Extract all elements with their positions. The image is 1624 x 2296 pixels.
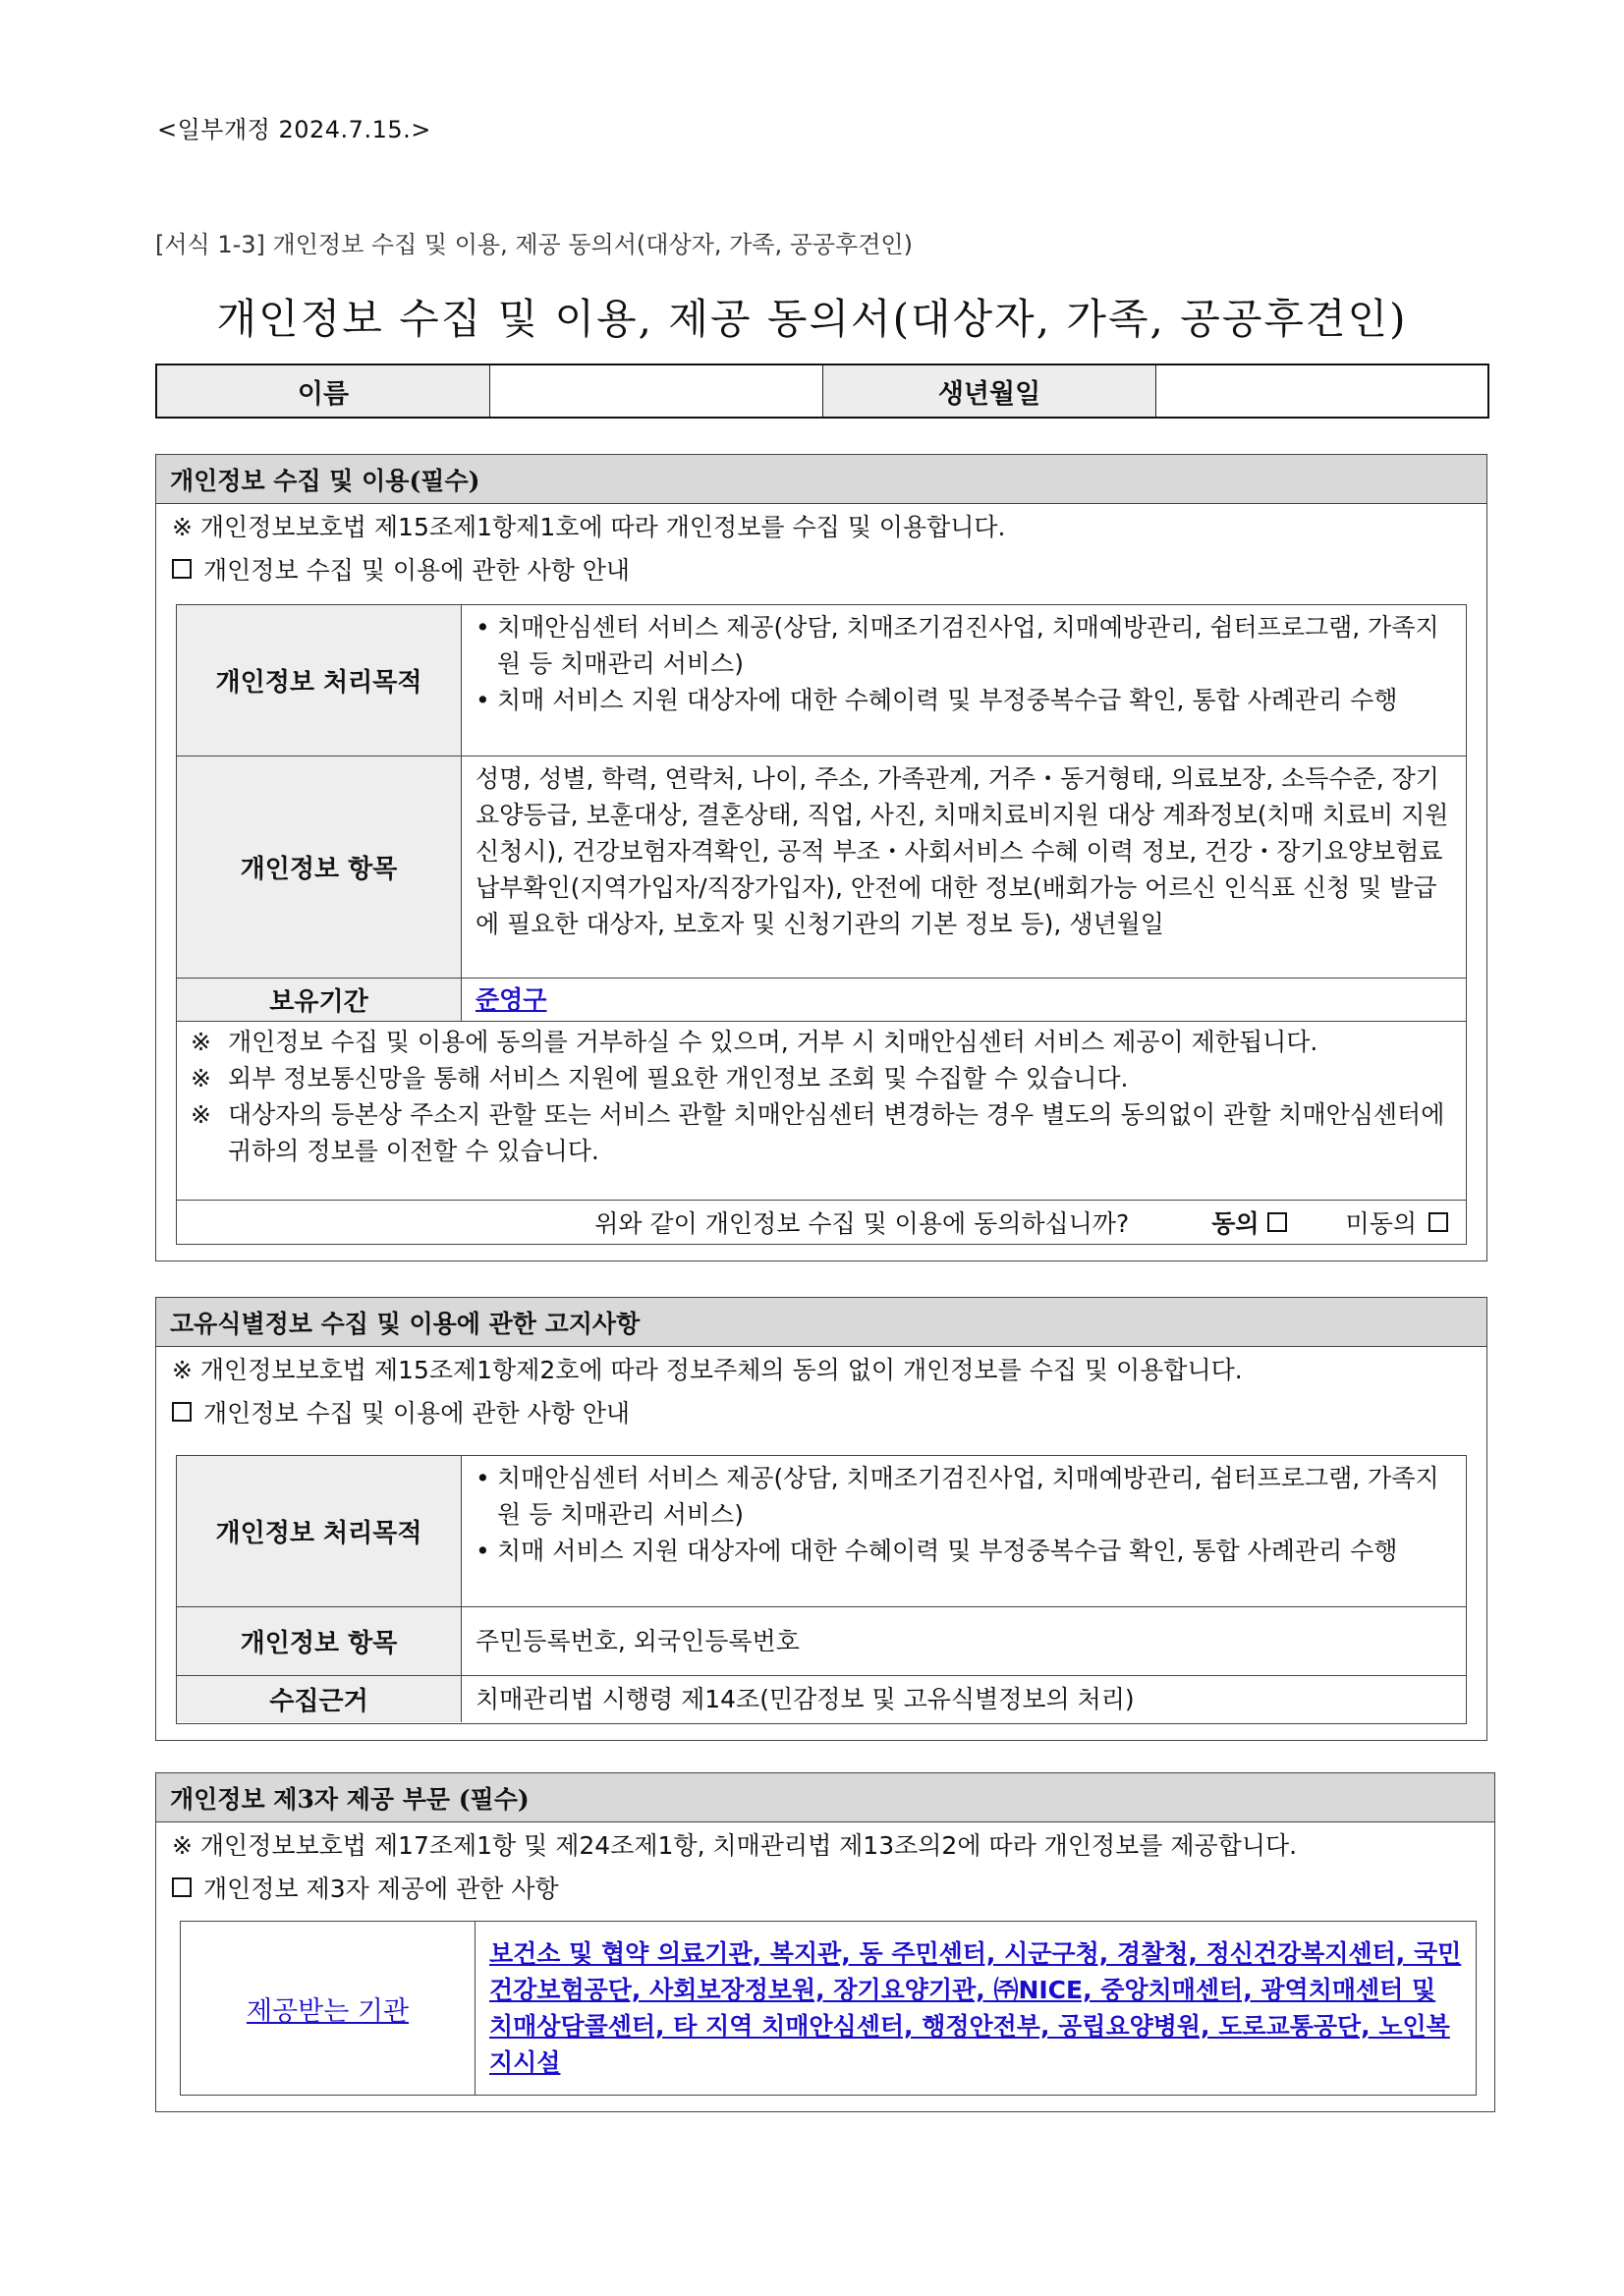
note-item: ※ 외부 정보통신망을 통해 서비스 지원에 필요한 개인정보 조회 및 수집할 수 있습니다.: [191, 1064, 1129, 1092]
consent-question: 위와 같이 개인정보 수집 및 이용에 동의하십니까?: [594, 1209, 1130, 1238]
guide-line: [156, 1390, 1486, 1433]
legal-basis-text: ※ 개인정보보호법 제15조제1항제1호에 따라 개인정보를 수집 및 이용합니다.: [172, 513, 1006, 541]
name-field[interactable]: [490, 365, 823, 417]
section-third-party: [155, 1772, 1495, 2112]
guide-text: 개인정보 수집 및 이용에 관한 사항 안내: [203, 1399, 631, 1428]
purpose-list: [462, 605, 1466, 756]
agree-checkbox[interactable]: [1267, 1212, 1287, 1232]
purpose-label: 개인정보 처리목적: [177, 605, 462, 756]
disagree-label: 미동의: [1345, 1209, 1417, 1238]
purpose-list: [462, 1456, 1466, 1606]
section-collection-use: [155, 454, 1487, 1261]
legal-basis-text: ※ 개인정보보호법 제17조제1항 및 제24조제1항, 치매관리법 제13조의2에 따라 개인정보를 제공합니다.: [172, 1831, 1298, 1860]
guide-line: [156, 1866, 1494, 1909]
list-item: • 치매안심센터 서비스 제공(상담, 치매조기검진사업, 치매예방관리, 쉼터프로그램, 가족지원 등 치매관리 서비스): [476, 1464, 1439, 1529]
note-item: ※ 대상자의 등본상 주소지 관할 또는 서비스 관할 치매안심센터 변경하는 경우 별도의 동의없이 관할 치매안심센터에 귀하의 정보를 이전할 수 있습니다.: [191, 1100, 1445, 1165]
checkbox-icon: [172, 1877, 192, 1897]
list-item: • 치매 서비스 지원 대상자에 대한 수혜이력 및 부정중복수급 확인, 통합 사례관리 수행: [476, 1537, 1398, 1565]
items-label: 개인정보 항목: [177, 1607, 462, 1675]
section-heading: 고유식별정보 수집 및 이용에 관한 고지사항: [156, 1298, 1486, 1347]
section-heading: 개인정보 제3자 제공 부문 (필수): [156, 1773, 1494, 1822]
guide-line: [156, 547, 1486, 590]
retention-link[interactable]: 준영구: [476, 985, 547, 1014]
guide-text: 개인정보 수집 및 이용에 관한 사항 안내: [203, 556, 631, 585]
checkbox-icon: [172, 559, 192, 579]
items-text: 성명, 성별, 학력, 연락처, 나이, 주소, 가족관계, 거주・동거형태, 의료보장, 소득수준, 장기요양등급, 보훈대상, 결혼상태, 직업, 사진, 치매치료비지원 대상 계좌정보(치매 치료비 지원 신청시), 건강보험자격확인, 공적 부조・사회서비스 수혜 이력 정보, 건강・장기요양보험료 납부확인(지역가입자/직장가입자), 안전에 대한 정보(배회가능 어르신 인식표 신청 및 발급에 필요한 대상자, 보호자 및 신청기관의 기본 정보 등), 생년월일: [476, 764, 1449, 938]
list-item: • 치매안심센터 서비스 제공(상담, 치매조기검진사업, 치매예방관리, 쉼터프로그램, 가족지원 등 치매관리 서비스): [476, 613, 1439, 678]
basis-label: 수집근거: [177, 1676, 462, 1722]
recipient-table: [180, 1921, 1477, 2096]
form-code: [서식 1-3] 개인정보 수집 및 이용, 제공 동의서(대상자, 가족, 공공후견인): [155, 231, 913, 258]
legal-basis-text: ※ 개인정보보호법 제15조제1항제2호에 따라 정보주체의 동의 없이 개인정보를 수집 및 이용합니다.: [172, 1356, 1243, 1384]
guide-text: 개인정보 제3자 제공에 관한 사항: [203, 1875, 559, 1903]
purpose-table: [176, 604, 1467, 1245]
disagree-checkbox[interactable]: [1428, 1212, 1448, 1232]
basis-text: 치매관리법 시행령 제14조(민감정보 및 고유식별정보의 처리): [476, 1685, 1135, 1713]
birthdate-label: 생년월일: [823, 365, 1156, 417]
agree-label: 동의: [1211, 1209, 1260, 1238]
applicant-info-table: [155, 364, 1489, 419]
items-label: 개인정보 항목: [177, 756, 462, 978]
revision-note: <일부개정 2024.7.15.>: [157, 116, 431, 143]
recipient-text-cell: [476, 1922, 1476, 2095]
recipient-list[interactable]: 보건소 및 협약 의료기관, 복지관, 동 주민센터, 시군구청, 경찰청, 정신건강복지센터, 국민건강보험공단, 사회보장정보원, 장기요양기관, ㈜NICE, 중앙치매센터, 광역치매센터 및 치매상담콜센터, 타 지역 치매안심센터, 행정안전부, 공립요양병원, 도로교통공단, 노인복지시설: [489, 1939, 1462, 2077]
notes-block: [177, 1022, 1466, 1201]
note-item: ※ 개인정보 수집 및 이용에 동의를 거부하실 수 있으며, 거부 시 치매안심센터 서비스 제공이 제한됩니다.: [191, 1028, 1318, 1056]
items-text: 주민등록번호, 외국인등록번호: [476, 1627, 800, 1655]
list-item: • 치매 서비스 지원 대상자에 대한 수혜이력 및 부정중복수급 확인, 통합 사례관리 수행: [476, 686, 1398, 714]
birthdate-field[interactable]: [1156, 365, 1487, 417]
section-heading: 개인정보 수집 및 이용(필수): [156, 455, 1486, 504]
unique-id-table: [176, 1455, 1467, 1724]
consent-row: [177, 1201, 1466, 1244]
purpose-label: 개인정보 처리목적: [177, 1456, 462, 1606]
retention-value: [462, 979, 1466, 1021]
name-label: 이름: [157, 365, 490, 417]
retention-label: 보유기간: [177, 979, 462, 1021]
recipient-label[interactable]: 제공받는 기관: [246, 1995, 410, 2027]
document-title: 개인정보 수집 및 이용, 제공 동의서(대상자, 가족, 공공후견인): [216, 295, 1408, 343]
section-unique-id-notice: [155, 1297, 1487, 1741]
recipient-label-cell: [181, 1922, 476, 2095]
checkbox-icon: [172, 1402, 192, 1422]
